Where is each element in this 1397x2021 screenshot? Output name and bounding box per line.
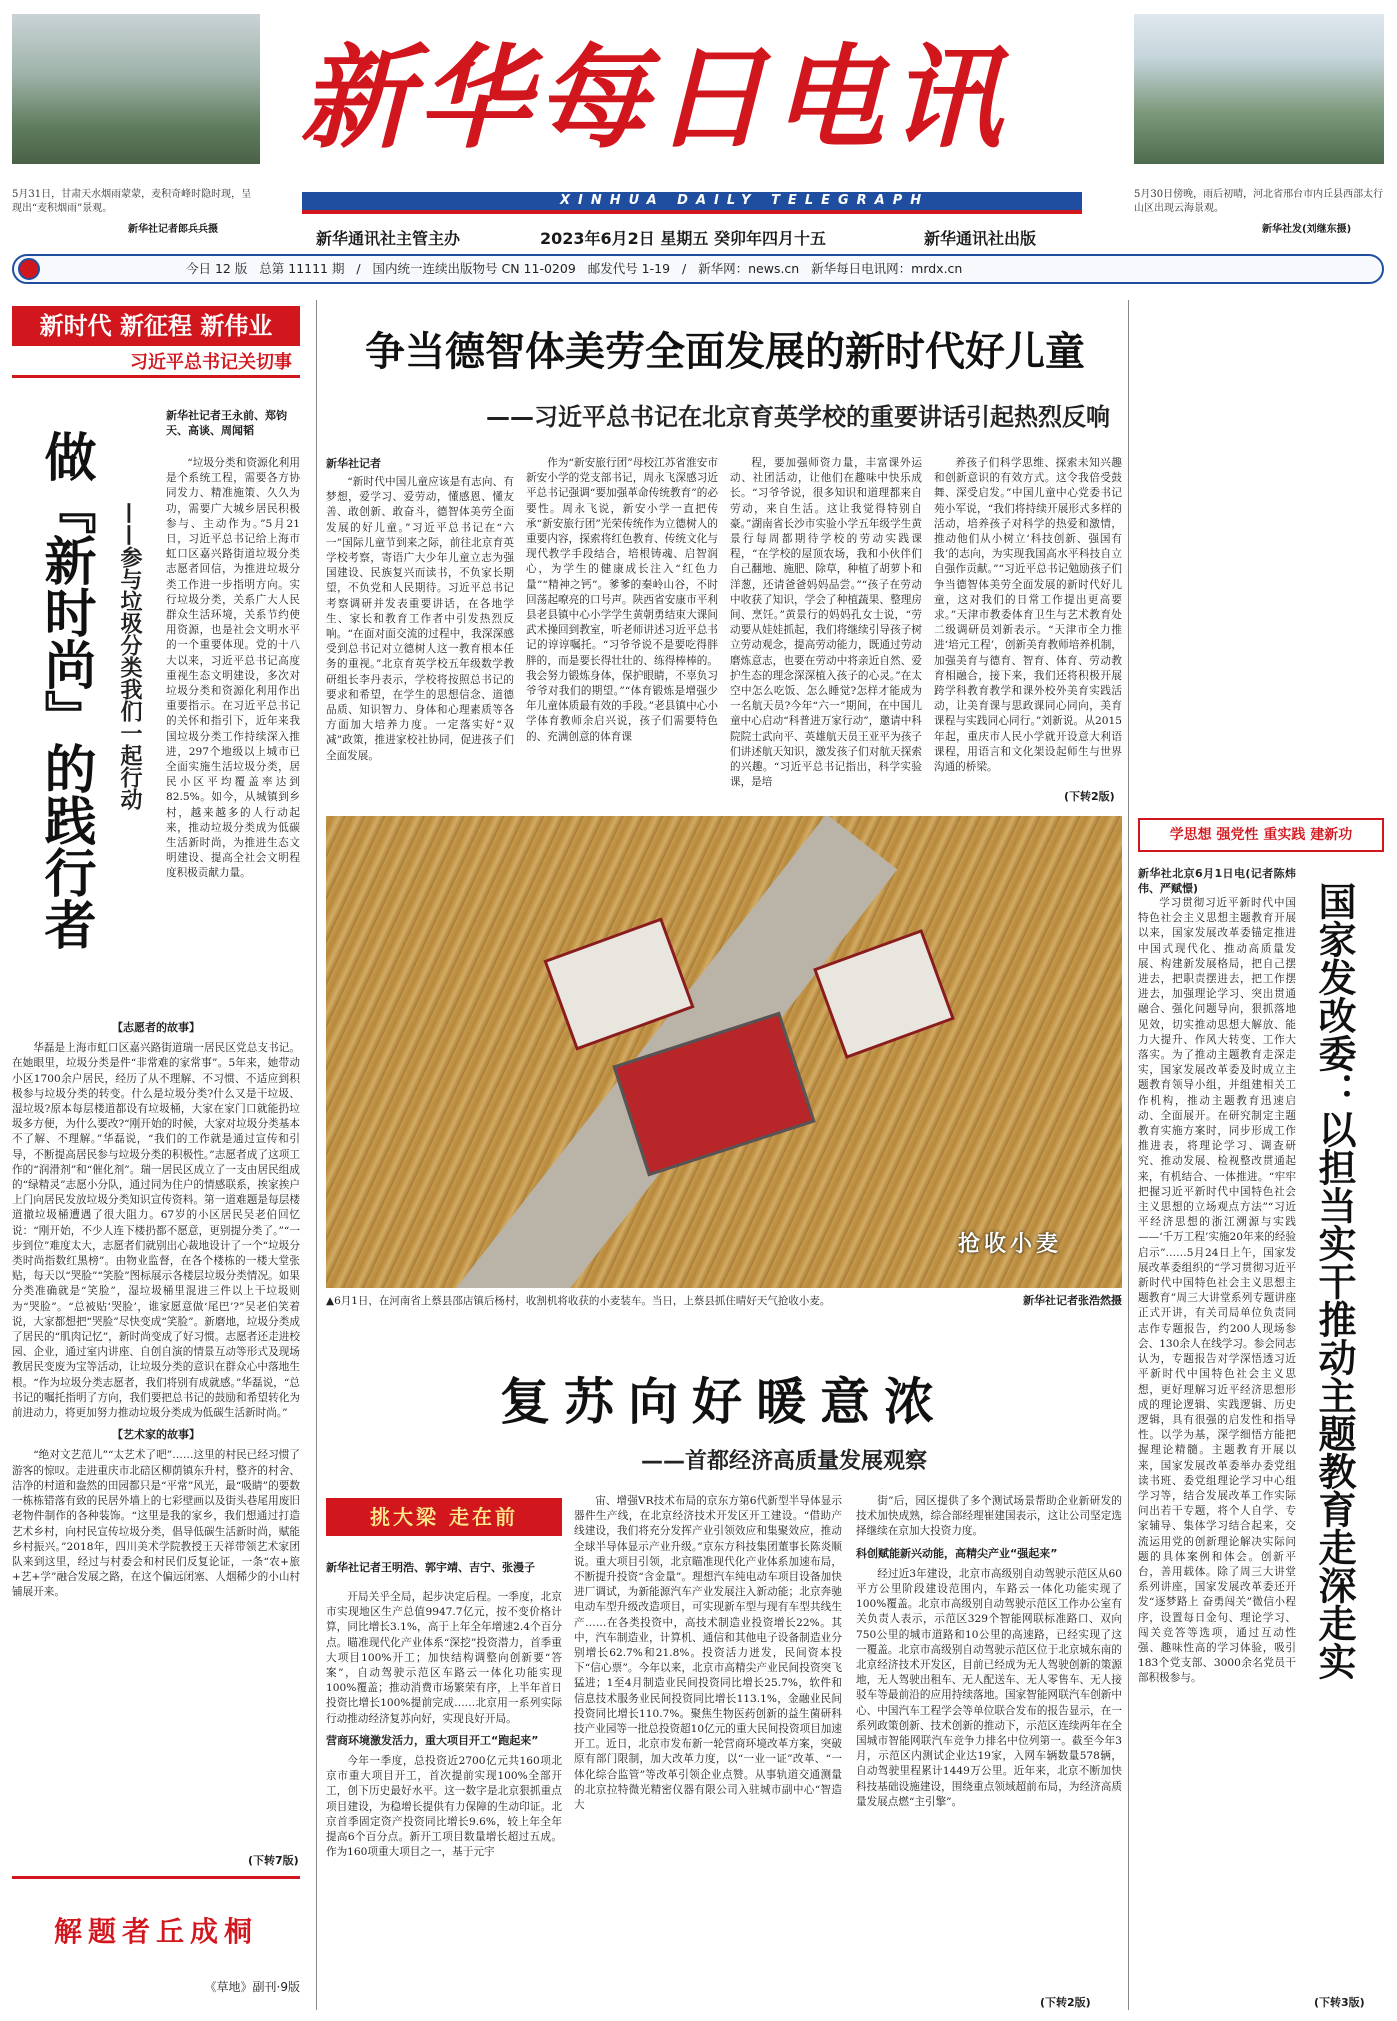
left-footer-ref[interactable]: 《草地》副刊·9版 — [204, 1980, 300, 1994]
left-story-banner: 新时代 新征程 新伟业 — [12, 306, 300, 346]
right-story-title[interactable]: 国家发改委：以担当实干推动主题教育走深走实 — [1312, 882, 1356, 1680]
left-story-intro-text: “垃圾分类和资源化利用是个系统工程，需要各方协同发力、精准施策、久久为功，需要广大城乡居民积极参与、主动作为。”5月21日，习近平总书记给上海市虹口区嘉兴路街道垃圾分类志愿者回信，为推进垃圾分类工作进一步指明方向。实行垃圾分类，关系广大人民群众生活环境，关系节约使用资源，也是社会文明水平的一个重要体现。党的十八大以来，习近平总书记高度重视生态文明建设，多次对垃圾分类和资源化利用作出重要指示。在习近平总书记的关怀和指引下，近年来我国垃圾分类工作持续深入推进，297个地级以上城市已全面实施生活垃圾分类，居民小区平均覆盖率达到82.5%。如今，从城镇到乡村，越来越多的人行动起来，推动垃圾分类成为低碳生活新时尚，为推进生态文明建设、提高全社会文明程度积极贡献力量。 — [166, 457, 300, 880]
right-story-byline: 新华社北京6月1日电(记者陈炜伟、严赋憬) — [1138, 867, 1296, 895]
masthead-publisher: 新华通讯社出版 — [924, 229, 1037, 248]
column-divider — [1128, 300, 1129, 2010]
right-story-column — [1138, 866, 1296, 1696]
left-story-section2: 【艺术家的故事】 — [112, 1428, 200, 1442]
econ-story-tag: 挑大梁 走在前 — [326, 1498, 562, 1536]
masthead-title: 新华每日电讯 — [300, 33, 1008, 164]
left-story-section1: 【志愿者的故事】 — [112, 1021, 200, 1034]
left-story-continued[interactable]: (下转7版) — [248, 1854, 299, 1867]
left-story-subtitle: ——参与垃圾分类我们一起行动 — [117, 502, 142, 810]
masthead-date: 2023年6月2日 星期五 癸卯年四月十五 — [540, 229, 826, 248]
photo-truck — [612, 1012, 815, 1177]
right-story-column-bottom — [1138, 1702, 1384, 1988]
econ-col-2-text: 宙、增强VR技术布局的京东方第6代新型半导体显示器件生产线，在北京经济技术开发区开工建设。“借助产线建设，我们将充分发挥产业引领效应和集聚效应，推动全球半导体显示产业升级。”京东方科技集团董事长陈炎顺说。重大项目引领，北京瞄准现代化产业体系加速布局，不断提升投资“含金量”。理想汽车纯电动车项目设备加快进厂调试，为新能源汽车产业发展注入新动能；北京奔驰电动车型升级改造项目，可实现新车型与现有车型共线生产……在各类投资中，高技术制造业投资增长22%。其中，汽车制造业，计算机、通信和其他电子设备制造业分别增长62.7%和21.8%。投资活力迸发，民间资本投下“信心票”。今年以来，北京市高精尖产业民间投资突飞猛进；1至4月制造业民间投资同比增长25.7%，软件和信息技术服务业民间投资同比增长113.1%，金融业民间投资同比增长110.7%。聚焦生物医药创新的益生菌研科技产业园等一批总投资超10亿元的重大民间投资项目加速开工。近日，北京市发布新一轮营商环境改革方案，突破原有部门限制，加大改革力度，以“一业一证”改革、“一体化综合监管”等改革引领企业点赞。从事轨道交通测量的北京拉特微光精密仪器有限公司入驻城市副中心“智造大 — [574, 1495, 842, 1812]
right-photo-credit: 新华社发(刘继东摄) — [1262, 224, 1352, 235]
lead-story-title[interactable]: 争当德智体美劳全面发展的新时代好儿童 — [365, 329, 1085, 375]
xinhua-logo-icon — [18, 258, 40, 280]
lead-col-1 — [326, 456, 514, 802]
right-story-tag: 学思想 强党性 重实践 建新功 — [1138, 818, 1384, 852]
lead-col-4 — [934, 456, 1122, 786]
econ-col-1a-text: 开局关乎全局，起步决定后程。一季度，北京市实现地区生产总值9947.7亿元，按不变价格计算，同比增长3.1%，高于上年全年增速2.4个百分点。瞄准现代化产业体系“深挖”投资潜力，首季重大项目100%开工；加快结构调整向创新要“答案”，自动驾驶示范区车路云一体化功能实现100%覆盖；推动消费市场繁荣有序，上半年首日投资比增长100%提前完成……北京用一系列实际行动推动经济复苏向好，实现良好开局。 — [326, 1591, 562, 1725]
econ-subhead-2: 科创赋能新兴动能，高精尖产业“强起来” — [856, 1546, 1058, 1560]
masthead-supervisor: 新华通讯社主管主办 — [316, 229, 461, 248]
left-story-intro — [166, 456, 300, 1002]
lead-col-2 — [526, 456, 718, 802]
lead-col-3 — [730, 456, 922, 802]
left-story-banner-sub: 习近平总书记关切事 — [12, 348, 300, 378]
econ-col-3 — [856, 1494, 1122, 1994]
main-photo-credit: 新华社记者张浩然摄 — [1023, 1294, 1122, 1307]
left-story-body1: 华磊是上海市虹口区嘉兴路街道瑞一居民区党总支书记。在她眼里，垃圾分类是件“非常难的家常事”。5年来，她带动小区1700余户居民，经历了从不理解、不习惯、不适应到积极参与垃圾分类的转变。什么是垃圾分类?什么又是干垃圾、湿垃圾?原本每层楼道都设有垃圾桶，大家在家门口就能扔垃圾多方便，为什么要改?“刚开始的时候，大家对垃圾分类基本不了解、不理解。”华磊说，“我们的工作就是通过宣传和引导，不断提高居民参与垃圾分类的积极性。”志愿者成了这项工作的“润滑剂”和“催化剂”。瑞一居民区成立了一支由居民组成的“绿精灵”志愿小分队，通过同为住户的情感联系，挨家挨户上门向居民发放垃圾分类知识宣传资料。第一道难题是每层楼道撤垃圾桶遭遇了很大阻力。67岁的小区居民吴老伯回忆说：“刚开始，不少人连下楼扔都不愿意，更别提分类了。”“一步到位”难度太大，志愿者们就别出心裁地设计了一个“垃圾分类时尚指数红黑榜”。由物业监督，在各个楼栋的一楼大堂张贴，每天以“哭脸”“笑脸”图标展示各楼层垃圾分类情况。如果分类准确就是“笑脸”，湿垃圾桶里混进三件以上干垃圾则为“哭脸”。“总被贴‘哭脸’，谁家愿意做‘尾巴’?”吴老伯笑着说，大家都想把“哭脸”尽快变成“笑脸”。新磨地，垃圾分类成了居民的“肌肉记忆”，新时尚变成了好习惯。志愿者还走进校园、企业，通过室内讲座、自创自演的情景互动等形式及现场教居民变废为宝等活动，让垃圾分类的意识在群众心中落地生根。“作为垃圾分类志愿者，我们将别有成就感。”华磊说，“总书记的嘱托指明了方向，我们要把总书记的鼓励和希望转化为前进动力，将更加努力推动垃圾分类成为低碳生活新时尚。” — [12, 1042, 300, 1420]
lead-story-continued[interactable]: (下转2版) — [1064, 790, 1115, 803]
left-story-body2: “绝对文艺范儿”“太艺术了吧”……这里的村民已经习惯了游客的惊叹。走进重庆市北碚区柳荫镇东升村，整齐的村舍、洁净的村道和盎然的田园都只是“平常”风光，最“吸睛”的要数一栋栋错落有致的民居外墙上的七彩壁画以及街头巷尾用废旧老物件制作的各种装饰。“这里是我的家乡，我们想通过打造艺术乡村，向村民宣传垃圾分类，倡导低碳生活新时尚，赋能乡村振兴。”2018年，四川美术学院教授王天祥带领艺术家团队来到这里，经过与村委会和村民们反复论证，一条“农+旅+艺+学”融合发展之路，在这个偏远闭塞、人烟稀少的小山村铺展开来。 — [12, 1449, 300, 1599]
info-bar-text: 今日 12 版 总第 11111 期 / 国内统一连续出版物号 CN 11-0209 邮发代号 1-19 / 新华网：news.cn 新华每日电讯网：mrdx.cn — [186, 261, 963, 276]
econ-story-subtitle: ——首都经济高质量发展观察 — [640, 1449, 927, 1474]
econ-story-byline: 新华社记者王明浩、郭宇靖、吉宁、张漫子 — [326, 1561, 535, 1574]
econ-col-1b-text: 今年一季度，总投资近2700亿元共160项北京市重大项目开工，首次提前实现100%全部开工，创下历史最好水平。这一数字是北京狠抓重点项目建设，为稳增长提供有力保障的生动印证。北京首季固定资产投资同比增长9.6%，较上年全年提高6个百分点。新开工项目数量增长超过五成。作为160项重大项目之一，基于元宇 — [326, 1755, 562, 1859]
lead-col-4-text: 养孩子们科学思维、探索未知兴趣和创新意识的有效方式。这令我倍受鼓舞、深受启发。”中国儿童中心党委书记苑小军说，“我们将持续开展形式多样的活动，培养孩子对科学的热爱和激情，推动他们从小树立‘科技创新、强国有我’的志向，为实现我国高水平科技自立自强作贡献。”“习近平总书记勉励孩子们争当德智体美劳全面发展的新时代好儿童，这对我们的日常工作提出更高要求。”天津市教委体育卫生与艺术教育处二级调研员刘新表示。“天津市全力推进‘培元工程’，创新美育教师培养机制，加强美育与德育、智育、体育、劳动教育相融合，接下来，我们还将积极开展跨学科教育教学和课外校外美育实践活动，让美育课与思政课同心同向，美育课程与实践同心同行。”刘新说。从2015年起，重庆市人民小学就开设意大利语课程，用语言和文化架设起师生与世界沟通的桥梁。 — [934, 457, 1122, 774]
main-photo-caption: ▲6月1日，在河南省上蔡县邵店镇后杨村，收割机将收获的小麦装车。当日，上蔡县抓住晴好天气抢收小麦。 — [326, 1295, 831, 1307]
left-masthead-photo — [12, 14, 260, 164]
right-photo-caption: 5月30日傍晚，雨后初晴，河北省邢台市内丘县西部太行山区出现云海景观。 — [1134, 189, 1384, 214]
lead-col-2-text: 作为“新安旅行团”母校江苏省淮安市新安小学的党支部书记，周永飞深感习近平总书记强调“要加强革命传统教育”的必要性。周永飞说，新安小学一直把传承“新安旅行团”光荣传统作为立德树人的重要内容，探索将红色教育、传统文化与现代教学手段结合，培根铸魂、启智润心，为学生的健康成长注入“红色力量”“精神之钙”。爹爹的秦岭山谷，不时回荡起嘹亮的口号声。陕西省安康市平利县老县镇中心小学学生黄朝勇结束大课间武术操回到教室，听老师讲述习近平总书记的谆谆嘱托。“习爷爷说不是要吃得胖胖的，而是要长得壮壮的、练得棒棒的。我会努力锻炼身体，保护眼睛，不辜负习爷爷对我们的期望。”“体育锻炼是增强少年儿童体质最有效的手段。”老县镇中心小学体育教师余启兴说，孩子们需要特色的、充满创意的体育课 — [526, 457, 718, 743]
masthead-english: XINHUA DAILY TELEGRAPH — [560, 193, 930, 208]
econ-col-3a-text: 街”后，园区提供了多个测试场景帮助企业新研发的技术加快成熟，综合部经理崔建国表示，这让公司坚定选择继续在京加大投资力度。 — [856, 1495, 1122, 1538]
left-story-column — [12, 1014, 300, 1848]
econ-col-3b-text: 经过近3年建设，北京市高级别自动驾驶示范区从60平方公里阶段建设范围内，车路云一体化功能实现了100%覆盖。北京市高级别自动驾驶示范区工作办公室有关负责人表示，示范区329个智能网联标准路口、双向750公里的城市道路和10公里的高速路，已经实现了这一覆盖。北京市高级别自动驾驶示范区位于北京城东南的北京经济技术开发区，目前已经成为无人驾驶创新的策源地，无人驾驶出租车、无人配送车、无人零售车、无人接驳车等最前沿的应用持续落地。国家智能网联汽车创新中心、中国汽车工程学会等单位联合发布的报告显示，在一系列政策创新、技术创新的推动下，示范区连续两年在全国城市智能网联汽车竞争力排名中位列第一。截至今年3月，示范区内测试企业达19家，入网车辆数量578辆，自动驾驶里程累计1449万公里。近年来，北京不断加快科技基础设施建设，围绕重点领域超前布局，为经济高质量发展点燃“主引擎”。 — [856, 1567, 1122, 1808]
lead-col-1-text: “新时代中国儿童应该是有志向、有梦想，爱学习、爱劳动，懂感恩、懂友善、敢创新、敢奋斗，德智体美劳全面发展的好儿童。”习近平总书记在“六一”国际儿童节到来之际，前往北京育英学校考察，寄语广大少年儿童立志为强国建设、民族复兴而读书，不负家长期望，不负党和人民期待。习近平总书记考察调研并发表重要讲话，在各地学生、家长和教育工作者中引发热烈反响。“在面对面交流的过程中，我深深感受到总书记对立德树人这一教育根本任务的重视。”北京育英学校五年级数学教研组长李丹表示，学校将按照总书记的要求和希望，在学生的思想信念、道德品质、知识智力、身体和心理素质等各方面加大培养力度。一定落实好“双减”政策，推进家校社协同，促进孩子们全面发展。 — [326, 476, 514, 762]
left-photo-caption: 5月31日，甘肃天水烟雨蒙蒙，麦积奇峰时隐时现，呈现出“麦积烟雨”景观。 — [12, 189, 252, 214]
left-photo-credit: 新华社记者郎兵兵摄 — [128, 224, 218, 235]
column-divider — [316, 300, 317, 2010]
main-photo — [326, 816, 1122, 1288]
econ-col-1 — [326, 1590, 562, 2010]
left-story-title: 做『新时尚』的践行者 — [35, 430, 95, 950]
econ-col-2 — [574, 1494, 842, 2010]
lead-story-byline: 新华社记者 — [326, 457, 381, 470]
photo-overlay-text: 抢收小麦 — [957, 1232, 1062, 1257]
econ-story-title[interactable]: 复苏向好暖意浓 — [500, 1372, 948, 1431]
lead-story-subtitle: ——习近平总书记在北京育英学校的重要讲话引起热烈反响 — [486, 403, 1110, 431]
left-footer-title[interactable]: 解题者丘成桐 — [53, 1915, 258, 1948]
lead-col-3-text: 程，要加强师资力量，丰富课外运动、社团活动，让他们在趣味中快乐成长。“习爷爷说，很多知识和道理都来自劳动，来自生活。这让我觉得特别自豪。”湖南省长沙市实验小学五年级学生黄景行每周都期待学校的劳动实践课程，“在学校的屋顶农场，我和小伙伴们自己翻地、施肥、除草，种植了胡萝卜和洋葱，还请爸爸妈妈品尝。”“孩子在劳动中收获了知识，学会了种植蔬果、整理房间、烹饪。”黄景行的妈妈孔女士说，“劳动要从娃娃抓起，我们将继续引导孩子树立劳动观念，提高劳动能力，既通过劳动磨炼意志，也要在劳动中将亲近自然、爱护生态的理念深深植入孩子的心灵。”在太空中怎么吃饭、怎么睡觉?怎样才能成为一名航天员?今年“六一”期间，在中国儿童中心启动“科普进万家行动”，邀请中科院院士武向平、英雄航天员王亚平为孩子们讲述航天知识，激发孩子们对航天探索的兴趣。“习近平总书记指出，科学实验课，是培 — [730, 457, 922, 789]
right-story-body: 学习贯彻习近平新时代中国特色社会主义思想主题教育开展以来，国家发展改革委锚定推进中国式现代化、推动高质量发展、构建新发展格局，把自己摆进去，把职责摆进去，把工作摆进去，加强理论学习、突出贯通融合、强化问题导向，狠抓落地见效，切实推动思想大解放、能力大提升、作风大转变、工作大落实。为了推动主题教育走深走实，国家发展改革委及时成立主题教育领导小组，并组建相关工作机构，推动主题教育迅速启动、全面展开。在研究制定主题教育实施方案时，同步形成工作推进表，将理论学习、调查研究、推动发展、检视整改贯通起来，有机结合、一体推进。“牢牢把握习近平新时代中国特色社会主义思想的立场观点方法”“习近平经济思想的浙江溯源与实践——‘千万工程’实施20年来的经验启示”……5月24日上午，国家发展改革委组织的“学习贯彻习近平新时代中国特色社会主义思想主题教育”周三大讲堂系列专题讲座正式开讲，有关司局单位负责同志作专题报告，约200人现场参会、130余人在线学习。参会同志认为，专题报告对学深悟透习近平新时代中国特色社会主义思想，更好理解习近平经济思想形成的理论逻辑、实践逻辑、历史逻辑，具有很强的启发性和指导性。以学为基，深学细悟方能把握理论精髓。主题教育开展以来，国家发展改革委举办委党组读书班、委党组理论学习中心组学习等，结合发展改革工作实际问出若干专题，将个人自学、专家辅导、集体学习结合起来，交流运用党的创新理论解决实际问题的具体案例和体会。创新平台，善用载体。除了周三大讲堂系列讲座，国家发展改革委还开发“逐梦路上 奋勇闯关”微信小程序，设置每日金句、理论学习、闯关竞答等选项，通过互动性强、趣味性高的学习体验，吸引183个党支部、3000余名党员干部积极参与。 — [1138, 897, 1296, 1685]
econ-story-continued[interactable]: (下转2版) — [1040, 1996, 1091, 2009]
left-story-byline: 新华社记者王永前、郑钧天、高谈、周闻韬 — [166, 409, 287, 437]
right-masthead-photo — [1134, 14, 1384, 164]
econ-subhead-1: 营商环境激发活力，重大项目开工“跑起来” — [326, 1733, 539, 1747]
right-story-continued[interactable]: (下转3版) — [1314, 1996, 1365, 2009]
